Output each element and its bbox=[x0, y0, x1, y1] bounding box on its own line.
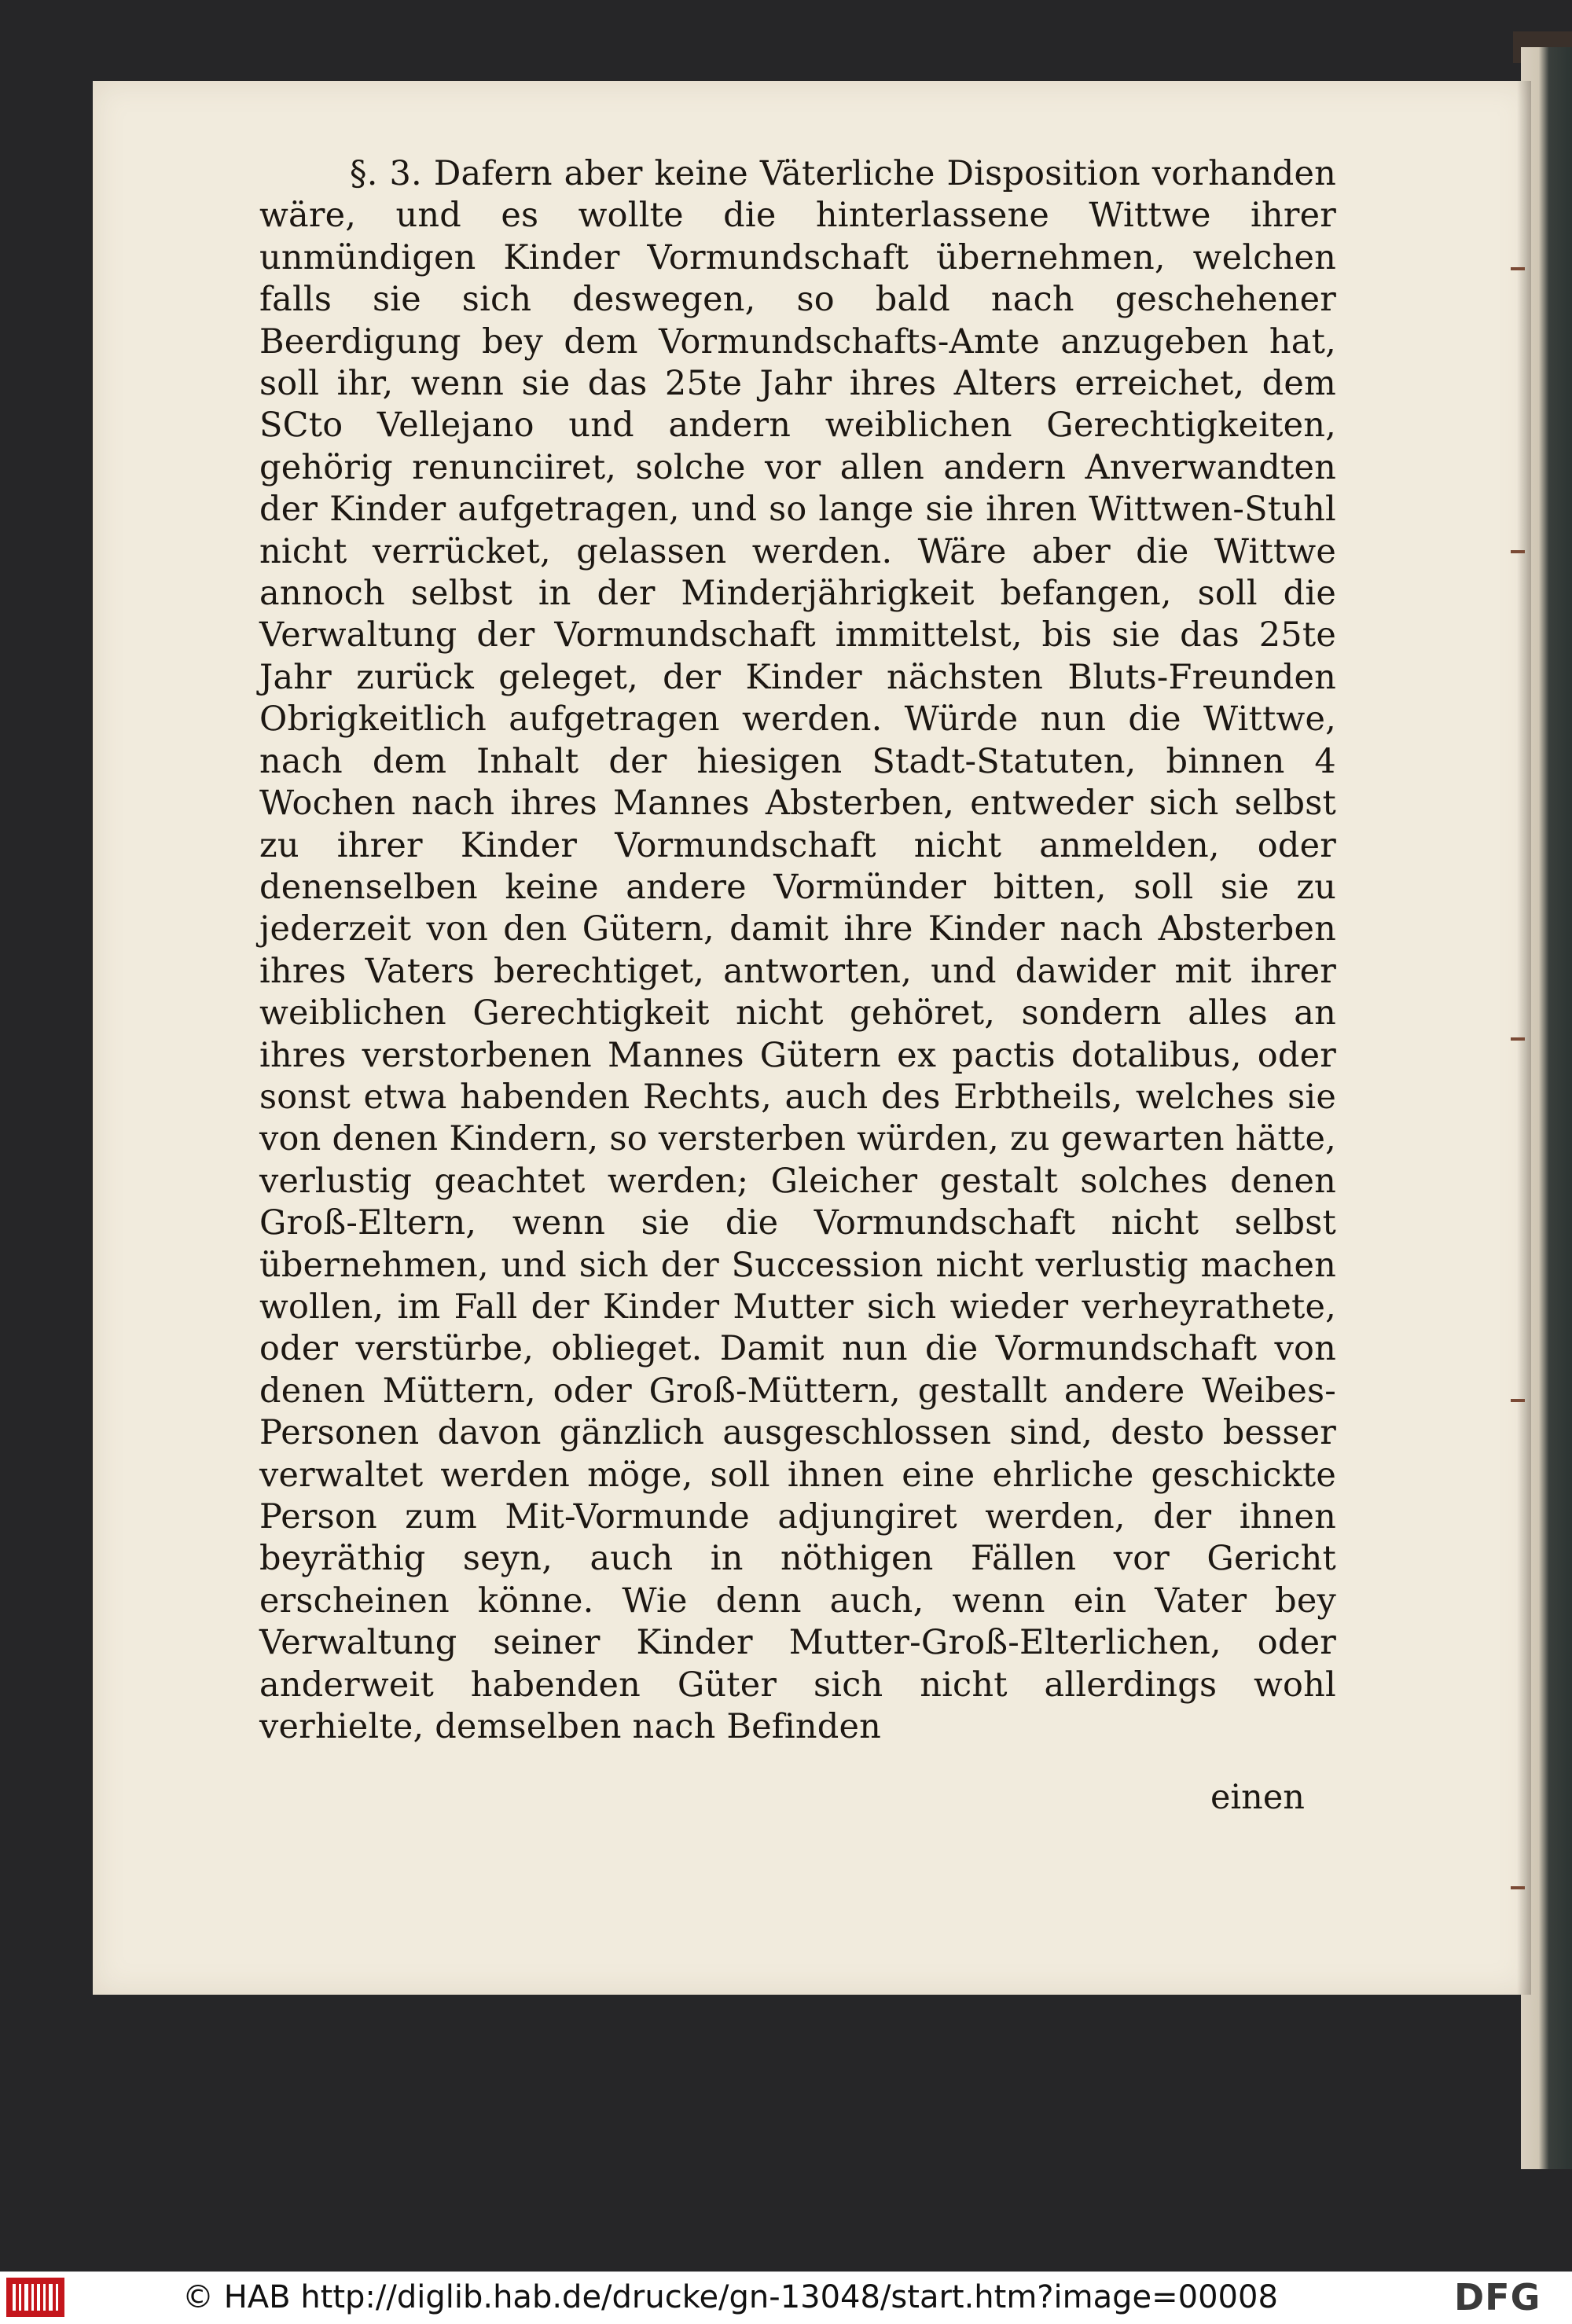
page-edge-tab bbox=[1511, 1886, 1525, 1889]
page-edge-tab bbox=[1511, 267, 1525, 270]
page-edge-tab bbox=[1511, 1037, 1525, 1041]
body-text bbox=[259, 153, 1336, 1748]
page-edge-tab bbox=[1511, 1399, 1525, 1402]
dfg-logo: DFG bbox=[1454, 2276, 1541, 2318]
copyright-link[interactable]: © HAB http://diglib.hab.de/drucke/gn-13048/start.htm?image=00008 bbox=[182, 2279, 1278, 2315]
paragraph-section-3: §. 3. Dafern aber keine Väterliche Disposition vorhanden wäre, und es wollte die hinterlassene Wittwe ihrer unmündigen Kinder Vormundschaft übernehmen, welchen falls sie sich deswegen, so bald nach geschehener Beerdigung bey dem Vormundschafts-Amte anzugeben hat, soll ihr, wenn sie das 25te Jahr ihres Alters erreichet, dem SCto Vellejano und andern weiblichen Gerechtigkeiten, gehörig renunciiret, solche vor allen andern Anverwandten der Kinder aufgetragen, und so lange sie ihren Wittwen-Stuhl nicht verrücket, gelassen werden. Wäre aber die Wittwe annoch selbst in der Minderjährigkeit befangen, soll die Verwaltung der Vormundschaft immittelst, bis sie das 25te Jahr zurück geleget, der Kinder nächsten Bluts-Freunden Obrigkeitlich aufgetragen werden. Würde nun die Wittwe, nach dem Inhalt der hiesigen Stadt-Statuten, binnen 4 Wochen nach ihres Mannes Absterben, entweder sich selbst zu ihrer Kinder Vormundschaft nicht anmelden, oder denenselben keine andere Vormünder bitten, soll sie zu jederzeit von den Gütern, damit ihre Kinder nach Absterben ihres Vaters berechtiget, antworten, und dawider mit ihrer weiblichen Gerechtigkeit nicht gehöret, sondern alles an ihres verstorbenen Mannes Gütern ex pactis dotalibus, oder sonst etwa habenden Rechts, auch des Erbtheils, welches sie von denen Kindern, so versterben würden, zu gewarten hätte, verlustig geachtet werden; Gleicher gestalt solches denen Groß-Eltern, wenn sie die Vormundschaft nicht selbst übernehmen, und sich der Succession nicht verlustig machen wollen, im Fall der Kinder Mutter sich wieder verheyrathete, oder verstürbe, oblieget. Damit nun die Vormundschaft von denen Müttern, oder Groß-Müttern, gestallt andere Weibes-Personen davon gänzlich ausgeschlossen sind, desto besser verwaltet werden möge, soll ihnen eine ehrliche geschickte Person zum Mit-Vormunde adjungiret werden, der ihnen beyräthig seyn, auch in nöthigen Fällen vor Gericht erscheinen könne. Wie denn auch, wenn ein Vater bey Verwaltung seiner Kinder Mutter-Groß-Elterlichen, oder anderweit habenden Güter sich nicht allerdings wohl verhielte, demselben nach Befinden bbox=[259, 154, 1336, 1747]
catchword: einen bbox=[1210, 1778, 1305, 1817]
hab-logo-icon bbox=[6, 2278, 64, 2317]
page-edge-tab bbox=[1511, 550, 1525, 553]
